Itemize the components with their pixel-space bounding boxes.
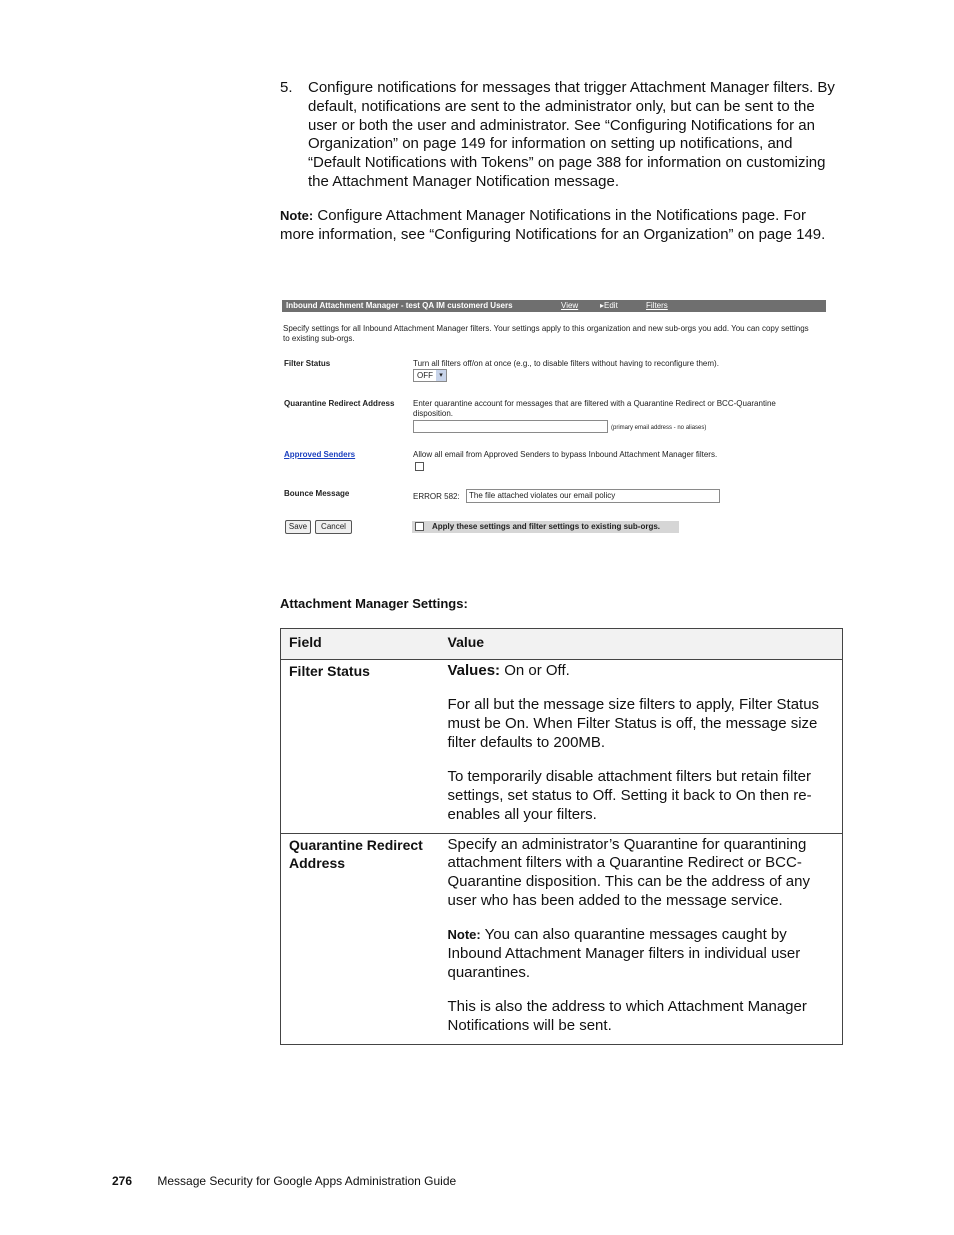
row-field: Filter Status — [281, 660, 440, 834]
cancel-button[interactable]: Cancel — [315, 520, 352, 534]
bounce-prefix: ERROR 582: — [413, 492, 460, 501]
chevron-down-icon: ▾ — [436, 370, 446, 381]
tab-edit[interactable] — [600, 300, 618, 312]
row-value — [440, 833, 843, 1044]
value-paragraph: For all but the message size filters to apply, Filter Status must be On. When Filter Status is off, the message size filter defaults to 200MB. — [447, 696, 820, 751]
step-text: Configure notifications for messages that trigger Attachment Manager filters. By default, notifications are sent to the administrator only, but can be sent to the user or both the user and administrator. See “Configuring Notifications for an Organization” on page 149 for information on setting up notifications, and “Default Notifications with Tokens” on page 388 for information on customizing the Attachment Manager Notification message. — [308, 79, 835, 190]
footer-title: Message Security for Google Apps Administration Guide — [157, 1174, 457, 1188]
save-button[interactable]: Save — [285, 520, 311, 534]
tab-view[interactable]: View — [561, 301, 579, 310]
value-paragraph: This is also the address to which Attachment Manager Notifications will be sent. — [447, 998, 807, 1034]
page-number: 276 — [112, 1174, 133, 1188]
approved-desc: Allow all email from Approved Senders to bypass Inbound Attachment Manager filters. — [413, 450, 718, 459]
filter-status-label: Filter Status — [284, 359, 331, 368]
value-paragraph: To temporarily disable attachment filters but retain filter settings, set status to Off. Setting it back to On then re-enables all your filters. — [447, 768, 812, 823]
filter-status-value: OFF — [417, 371, 433, 380]
apply-settings-row — [412, 521, 679, 533]
settings-table — [280, 628, 843, 1045]
step-5 — [280, 79, 845, 192]
arrow-right-icon: ▸ — [600, 301, 605, 310]
values-text: On or Off. — [500, 662, 570, 679]
table-header-row — [281, 629, 843, 660]
bounce-label: Bounce Message — [284, 489, 350, 498]
screenshot-title: Inbound Attachment Manager - test QA IM customerd Users — [286, 301, 513, 310]
screenshot-intro: Specify settings for all Inbound Attachment Manager filters. Your settings apply to this organization and new sub-orgs you add. You can copy settings to existing sub-orgs. — [283, 324, 809, 343]
section-title: Attachment Manager Settings: — [280, 596, 468, 611]
screenshot-title-bar — [282, 300, 826, 312]
note-text: You can also quarantine messages caught by Inbound Attachment Manager filters in individual user quarantines. — [447, 926, 801, 981]
note-paragraph — [448, 926, 835, 982]
values-paragraph — [448, 662, 835, 681]
row-value — [440, 660, 843, 834]
apply-label: Apply these settings and filter settings to existing sub-orgs. — [432, 522, 661, 531]
table-row — [281, 833, 843, 1044]
header-field: Field — [281, 629, 440, 660]
value-paragraph: Specify an administrator’s Quarantine for quarantining attachment filters with a Quarantine Redirect or BCC-Quarantine disposition. This can be the address of any user who has been added to the message service. — [447, 835, 810, 909]
quarantine-hint: (primary email address - no aliases) — [611, 425, 707, 431]
attachment-manager-screenshot — [282, 300, 827, 540]
note-paragraph — [280, 207, 840, 245]
page-footer — [112, 1174, 456, 1188]
header-value: Value — [440, 629, 843, 660]
approved-senders-checkbox[interactable] — [415, 462, 424, 471]
note-label: Note: — [447, 927, 481, 943]
filter-status-desc: Turn all filters off/on at once (e.g., to disable filters without having to reconfigure them). — [413, 359, 719, 368]
bounce-message-input[interactable]: The file attached violates our email policy — [466, 489, 720, 503]
quarantine-label: Quarantine Redirect Address — [284, 399, 395, 408]
tab-filters[interactable]: Filters — [646, 301, 668, 310]
tab-edit-label: Edit — [604, 301, 618, 310]
quarantine-desc: Enter quarantine account for messages that are filtered with a Quarantine Redirect or BCC-Quarantine disposition. — [413, 399, 776, 418]
row-field: Quarantine Redirect Address — [281, 833, 440, 1044]
apply-suborgs-checkbox[interactable] — [415, 522, 424, 531]
step-number: 5. — [280, 79, 293, 96]
approved-senders-link[interactable]: Approved Senders — [284, 450, 356, 459]
note-text: Configure Attachment Manager Notifications in the Notifications page. For more information, see “Configuring Notifications for an Organization” on page 149. — [280, 207, 826, 243]
note-label: Note: — [280, 208, 314, 223]
table-row — [281, 660, 843, 834]
filter-status-select[interactable] — [413, 369, 447, 382]
values-label: Values: — [447, 662, 501, 679]
quarantine-address-input[interactable] — [413, 420, 608, 433]
